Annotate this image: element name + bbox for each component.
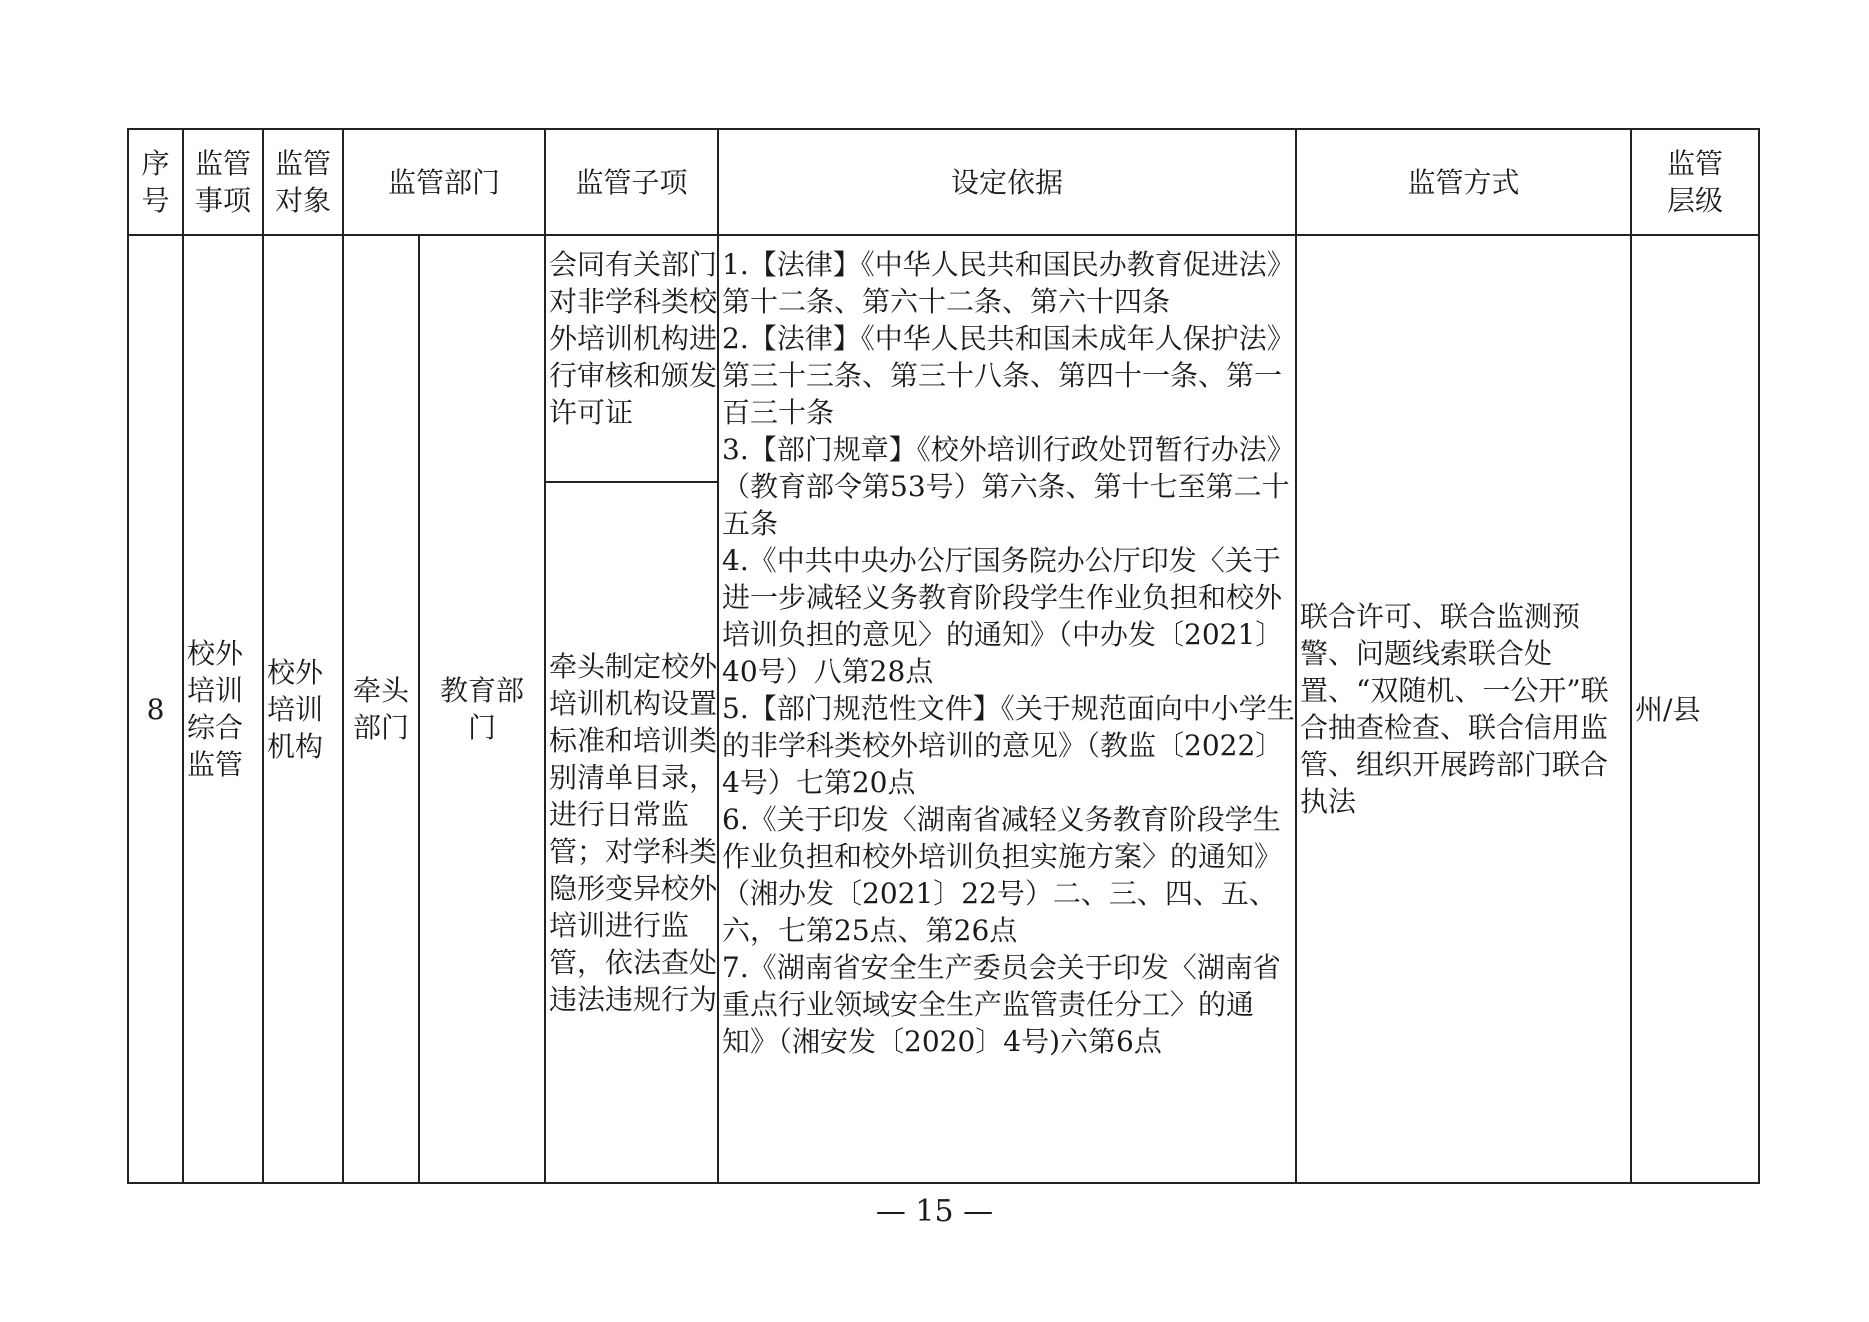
basis-item: 7.《湖南省安全生产委员会关于印发〈湖南省重点行业领域安全生产监管责任分工〉的通知》（湘安发〔2020〕4号)六第6点: [722, 951, 1281, 1058]
row-item: 校外培训综合监管: [183, 235, 263, 1183]
basis-item: 5.【部门规范性文件】《关于规范面向中小学生的非学科类校外培训的意见》（教监〔2022〕4号）七第20点: [722, 692, 1295, 799]
header-dept: 监管部门: [343, 129, 545, 235]
row-subitem-1: 会同有关部门对非学科类校外培训机构进行审核和颁发许可证: [545, 235, 718, 482]
header-level: 监管层级: [1631, 129, 1759, 235]
header-object: 监管对象: [263, 129, 343, 235]
row-seq: 8: [128, 235, 183, 1183]
page-number: — 15 —: [875, 1194, 994, 1229]
row-method: 联合许可、联合监测预警、问题线索联合处置、“双随机、一公开”联合抽查检查、联合信用监管、组织开展跨部门联合执法: [1296, 235, 1631, 1183]
basis-item: 6.《关于印发〈湖南省减轻义务教育阶段学生作业负担和校外培训负担实施方案〉的通知》（湘办发〔2021〕22号）二、三、四、五、六，七第25点、第26点: [722, 803, 1283, 947]
row-subitem-2: 牵头制定校外培训机构设置标准和培训类别清单目录，进行日常监管；对学科类隐形变异校外培训进行监管，依法查处违法违规行为: [545, 482, 718, 1183]
row-dept-name: 教育部门: [419, 235, 545, 1183]
table-row: [128, 235, 1759, 482]
supervision-table: [127, 128, 1760, 1184]
header-row: [128, 129, 1759, 235]
basis-item: 2.【法律】《中华人民共和国未成年人保护法》第三十三条、第三十八条、第四十一条、第一百三十条: [722, 322, 1295, 429]
basis-item: 4.《中共中央办公厅国务院办公厅印发〈关于进一步减轻义务教育阶段学生作业负担和校外培训负担的意见〉的通知》（中办发〔2021〕40号）八第28点: [722, 544, 1284, 688]
header-item: 监管事项: [183, 129, 263, 235]
row-level: 州/县: [1631, 235, 1759, 1183]
row-basis: [718, 235, 1296, 1183]
header-subitem: 监管子项: [545, 129, 718, 235]
row-dept-role: 牵头部门: [343, 235, 419, 1183]
header-method: 监管方式: [1296, 129, 1631, 235]
header-basis: 设定依据: [718, 129, 1296, 235]
header-seq: 序号: [128, 129, 183, 235]
basis-item: 1.【法律】《中华人民共和国民办教育促进法》第十二条、第六十二条、第六十四条: [722, 248, 1295, 318]
row-object: 校外培训机构: [263, 235, 343, 1183]
basis-item: 3.【部门规章】《校外培训行政处罚暂行办法》（教育部令第53号）第六条、第十七至第二十五条: [722, 433, 1295, 540]
